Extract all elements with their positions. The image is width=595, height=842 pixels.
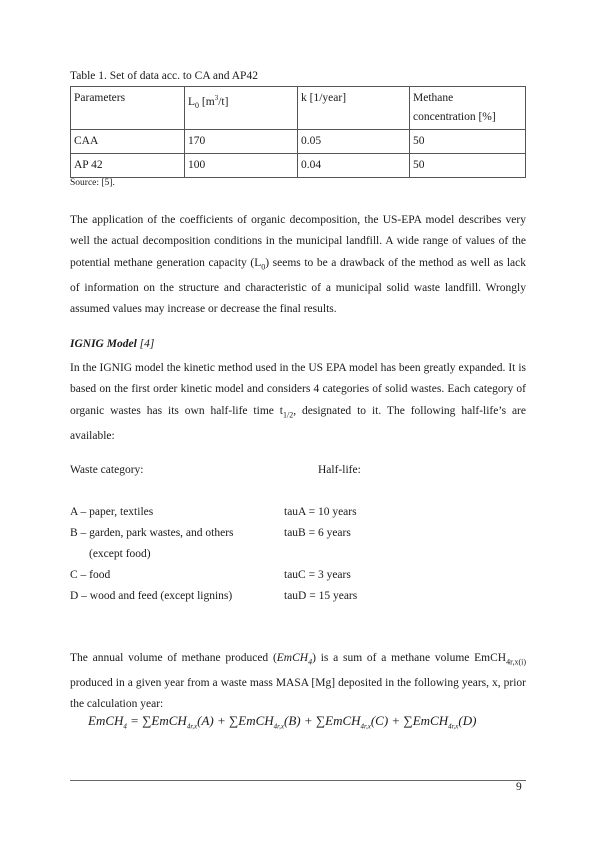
- header-k: [298, 87, 410, 130]
- paragraph-1: The application of the coefficients of organic decomposition, the US-EPA model describes very well the actual decomposition conditions in the municipal landfill. A wide range of values of the potential methane generation capacity $(L_0)$ seems to be a drawback of the method as well as lack of information on the structure and characteristic of a municipal solid waste landfill. Wrongly assumed values may increase or decrease the final results.: [70, 214, 526, 315]
- table-cell: 0.05: [298, 130, 410, 154]
- half-life-d: tauD = 15 years: [284, 590, 358, 602]
- section-reference: [4]: [139, 338, 155, 350]
- table-caption: Table 1. Set of data acc. to CA and AP42: [70, 70, 258, 82]
- table-row: [71, 154, 526, 178]
- header-methane: Methane concentration [%]: [410, 87, 526, 130]
- paragraph-2: In the IGNIG model the kinetic method used in the US EPA model has been greatly expanded. It is based on the first order kinetic model and considers 4 categories of solid wastes. Each category of organic wastes has its own half-life time $t_{1/2}$, designated to it. The following half-life’s are available:: [70, 362, 526, 442]
- paragraph-3: The annual volume of methane produced (EmCH$_4$) is a sum of a methane volume EmCH$_{4r,x(i)}$ produced in a given year from a waste mass MASA [Mg] deposited in the following years, x, prior the calculation year:: [70, 652, 526, 711]
- page-number: 9: [516, 781, 522, 793]
- table-header-row: [71, 87, 526, 130]
- table-source: Source: [5].: [70, 178, 115, 188]
- methane-formula: EmCH$_4$ = ∑EmCH$_{4r,x}$(A) + ∑EmCH$_{4r,x}$(B) + ∑EmCH$_{4r,x}$(C) + ∑EmCH$_{4r,x}$(D): [88, 713, 477, 731]
- half-life-heading: Half-life:: [318, 464, 361, 476]
- table-cell: CAA: [71, 130, 185, 154]
- waste-category-b-cont: (except food): [89, 548, 151, 560]
- table-cell: 170: [185, 130, 298, 154]
- waste-category-b: B – garden, park wastes, and others: [70, 527, 234, 539]
- table-cell: 50: [410, 130, 526, 154]
- header-text: k [1/year]: [301, 92, 347, 104]
- waste-category-d: D – wood and feed (except lignins): [70, 590, 233, 602]
- section-title: IGNIG Model: [70, 338, 137, 350]
- section-heading: [70, 338, 154, 350]
- table-cell: AP 42: [71, 154, 185, 178]
- waste-category-a: A – paper, textiles: [70, 506, 154, 518]
- table-cell: 100: [185, 154, 298, 178]
- footer-rule: [70, 780, 526, 781]
- table-cell: 50: [410, 154, 526, 178]
- header-parameters: [71, 87, 185, 130]
- table-row: [71, 130, 526, 154]
- data-table: [70, 86, 526, 178]
- half-life-b: tauB = 6 years: [284, 527, 351, 539]
- half-life-a: tauA = 10 years: [284, 506, 357, 518]
- table-cell: 0.04: [298, 154, 410, 178]
- waste-category-heading: Waste category:: [70, 464, 144, 476]
- header-l0: $L_0$ $[m^3/t]$: [185, 87, 298, 130]
- header-text: Parameters: [74, 92, 126, 104]
- half-life-c: tauC = 3 years: [284, 569, 351, 581]
- waste-category-c: C – food: [70, 569, 111, 581]
